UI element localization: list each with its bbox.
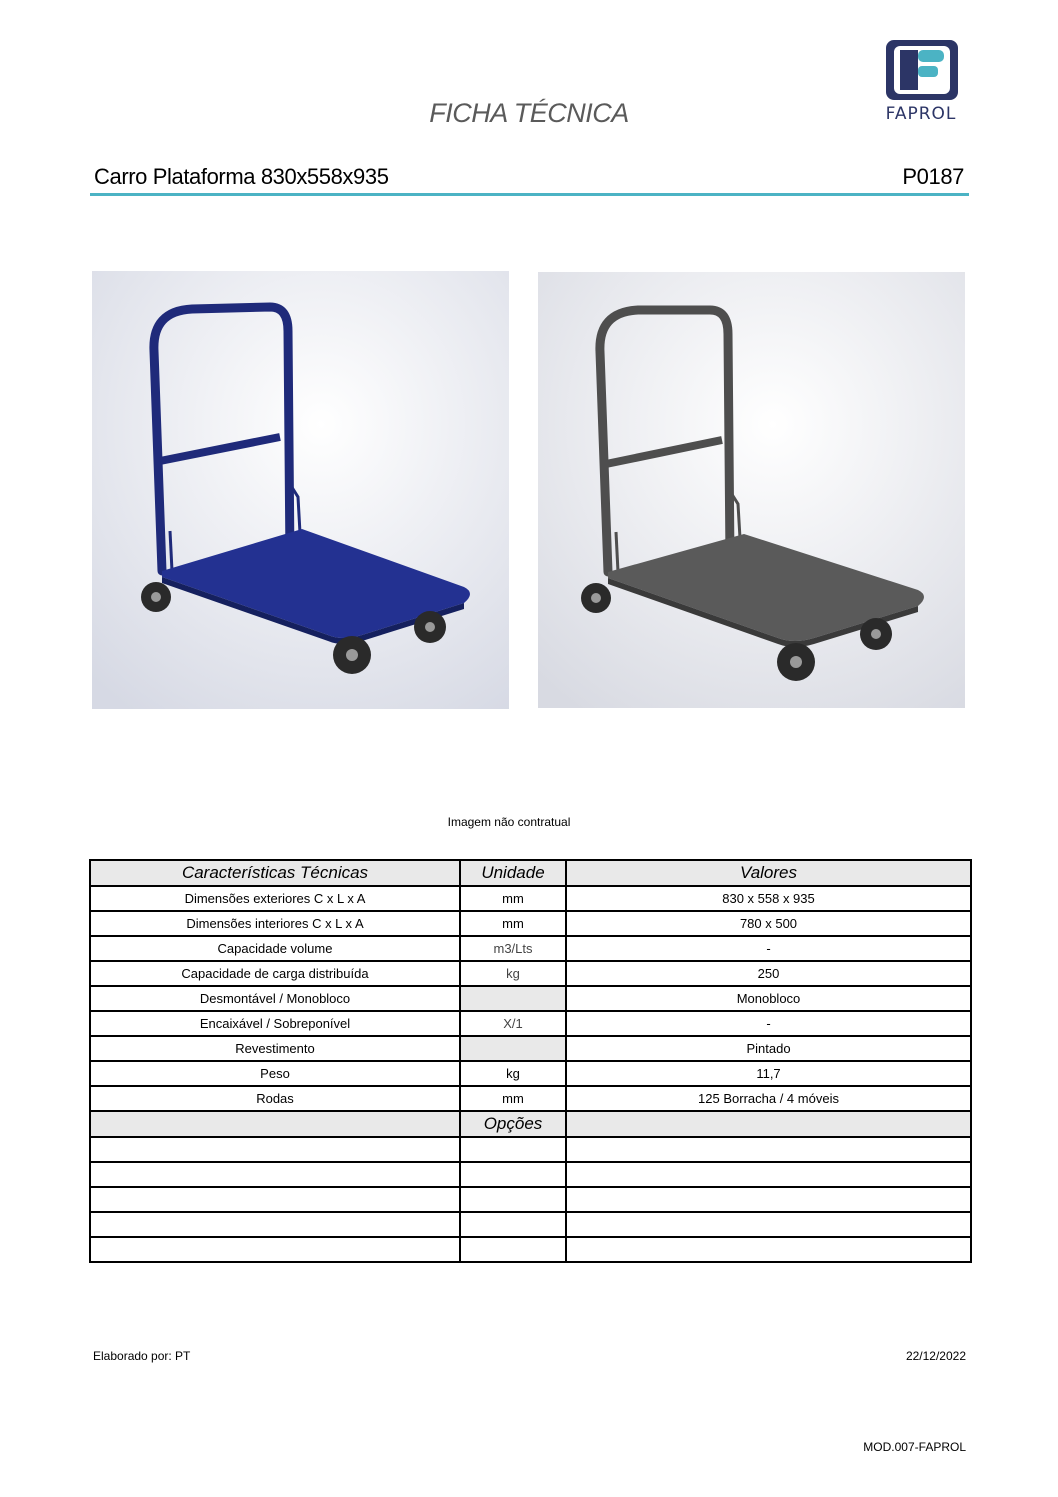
spec-value: - <box>566 1011 971 1036</box>
model-code: MOD.007-FAPROL <box>863 1440 966 1454</box>
header-unit: Unidade <box>460 860 566 886</box>
spec-value: Pintado <box>566 1036 971 1061</box>
option-row <box>90 1162 971 1187</box>
spec-value: - <box>566 936 971 961</box>
spec-label: Revestimento <box>90 1036 460 1061</box>
options-header-row <box>90 1111 971 1137</box>
spec-unit: X/1 <box>460 1011 566 1036</box>
spec-unit: kg <box>460 1061 566 1086</box>
option-value <box>566 1212 971 1237</box>
spec-unit: kg <box>460 961 566 986</box>
spec-value: 125 Borracha / 4 móveis <box>566 1086 971 1111</box>
image-disclaimer: Imagem não contratual <box>447 815 571 829</box>
spec-label: Dimensões interiores C x L x A <box>90 911 460 936</box>
spec-unit: mm <box>460 1086 566 1111</box>
option-row <box>90 1187 971 1212</box>
option-value <box>566 1237 971 1262</box>
spec-label: Capacidade volume <box>90 936 460 961</box>
options-header-blank-left <box>90 1111 460 1137</box>
spec-value: Monobloco <box>566 986 971 1011</box>
option-value <box>566 1137 971 1162</box>
table-row <box>90 1011 971 1036</box>
option-label <box>90 1237 460 1262</box>
option-unit <box>460 1162 566 1187</box>
table-row <box>90 986 971 1011</box>
option-row <box>90 1137 971 1162</box>
spec-value: 780 x 500 <box>566 911 971 936</box>
header-values: Valores <box>566 860 971 886</box>
spec-unit <box>460 986 566 1011</box>
prepared-by: Elaborado por: PT <box>93 1349 191 1363</box>
table-row <box>90 886 971 911</box>
table-row <box>90 1061 971 1086</box>
option-unit <box>460 1187 566 1212</box>
spec-unit: mm <box>460 886 566 911</box>
table-row <box>90 936 971 961</box>
option-label <box>90 1187 460 1212</box>
spec-table <box>89 859 972 1263</box>
spec-unit: mm <box>460 911 566 936</box>
table-row <box>90 911 971 936</box>
spec-unit: m3/Lts <box>460 936 566 961</box>
spec-label: Peso <box>90 1061 460 1086</box>
spec-value: 11,7 <box>566 1061 971 1086</box>
product-photo-grey <box>538 272 965 708</box>
option-value <box>566 1162 971 1187</box>
spec-label: Dimensões exteriores C x L x A <box>90 886 460 911</box>
spec-value: 250 <box>566 961 971 986</box>
header-characteristics: Características Técnicas <box>90 860 460 886</box>
product-photo-blue <box>92 271 509 709</box>
document-date: 22/12/2022 <box>905 1349 966 1363</box>
table-row <box>90 1086 971 1111</box>
document-title: FICHA TÉCNICA <box>429 98 629 128</box>
spec-label: Capacidade de carga distribuída <box>90 961 460 986</box>
spec-label: Desmontável / Monobloco <box>90 986 460 1011</box>
table-row <box>90 961 971 986</box>
spec-unit <box>460 1036 566 1061</box>
spec-value: 830 x 558 x 935 <box>566 886 971 911</box>
logo-wordmark: FAPROL <box>885 104 957 124</box>
option-label <box>90 1212 460 1237</box>
option-unit <box>460 1212 566 1237</box>
product-name: Carro Plataforma 830x558x935 <box>94 164 389 189</box>
table-row <box>90 1036 971 1061</box>
option-value <box>566 1187 971 1212</box>
spec-label: Rodas <box>90 1086 460 1111</box>
option-unit <box>460 1137 566 1162</box>
option-unit <box>460 1237 566 1262</box>
options-header: Opções <box>460 1111 566 1137</box>
title-divider <box>90 193 969 196</box>
option-row <box>90 1237 971 1262</box>
product-code: P0187 <box>902 164 964 189</box>
spec-label: Encaixável / Sobreponível <box>90 1011 460 1036</box>
option-row <box>90 1212 971 1237</box>
options-header-blank-right <box>566 1111 971 1137</box>
option-label <box>90 1137 460 1162</box>
option-label <box>90 1162 460 1187</box>
spec-table-header <box>90 860 971 886</box>
